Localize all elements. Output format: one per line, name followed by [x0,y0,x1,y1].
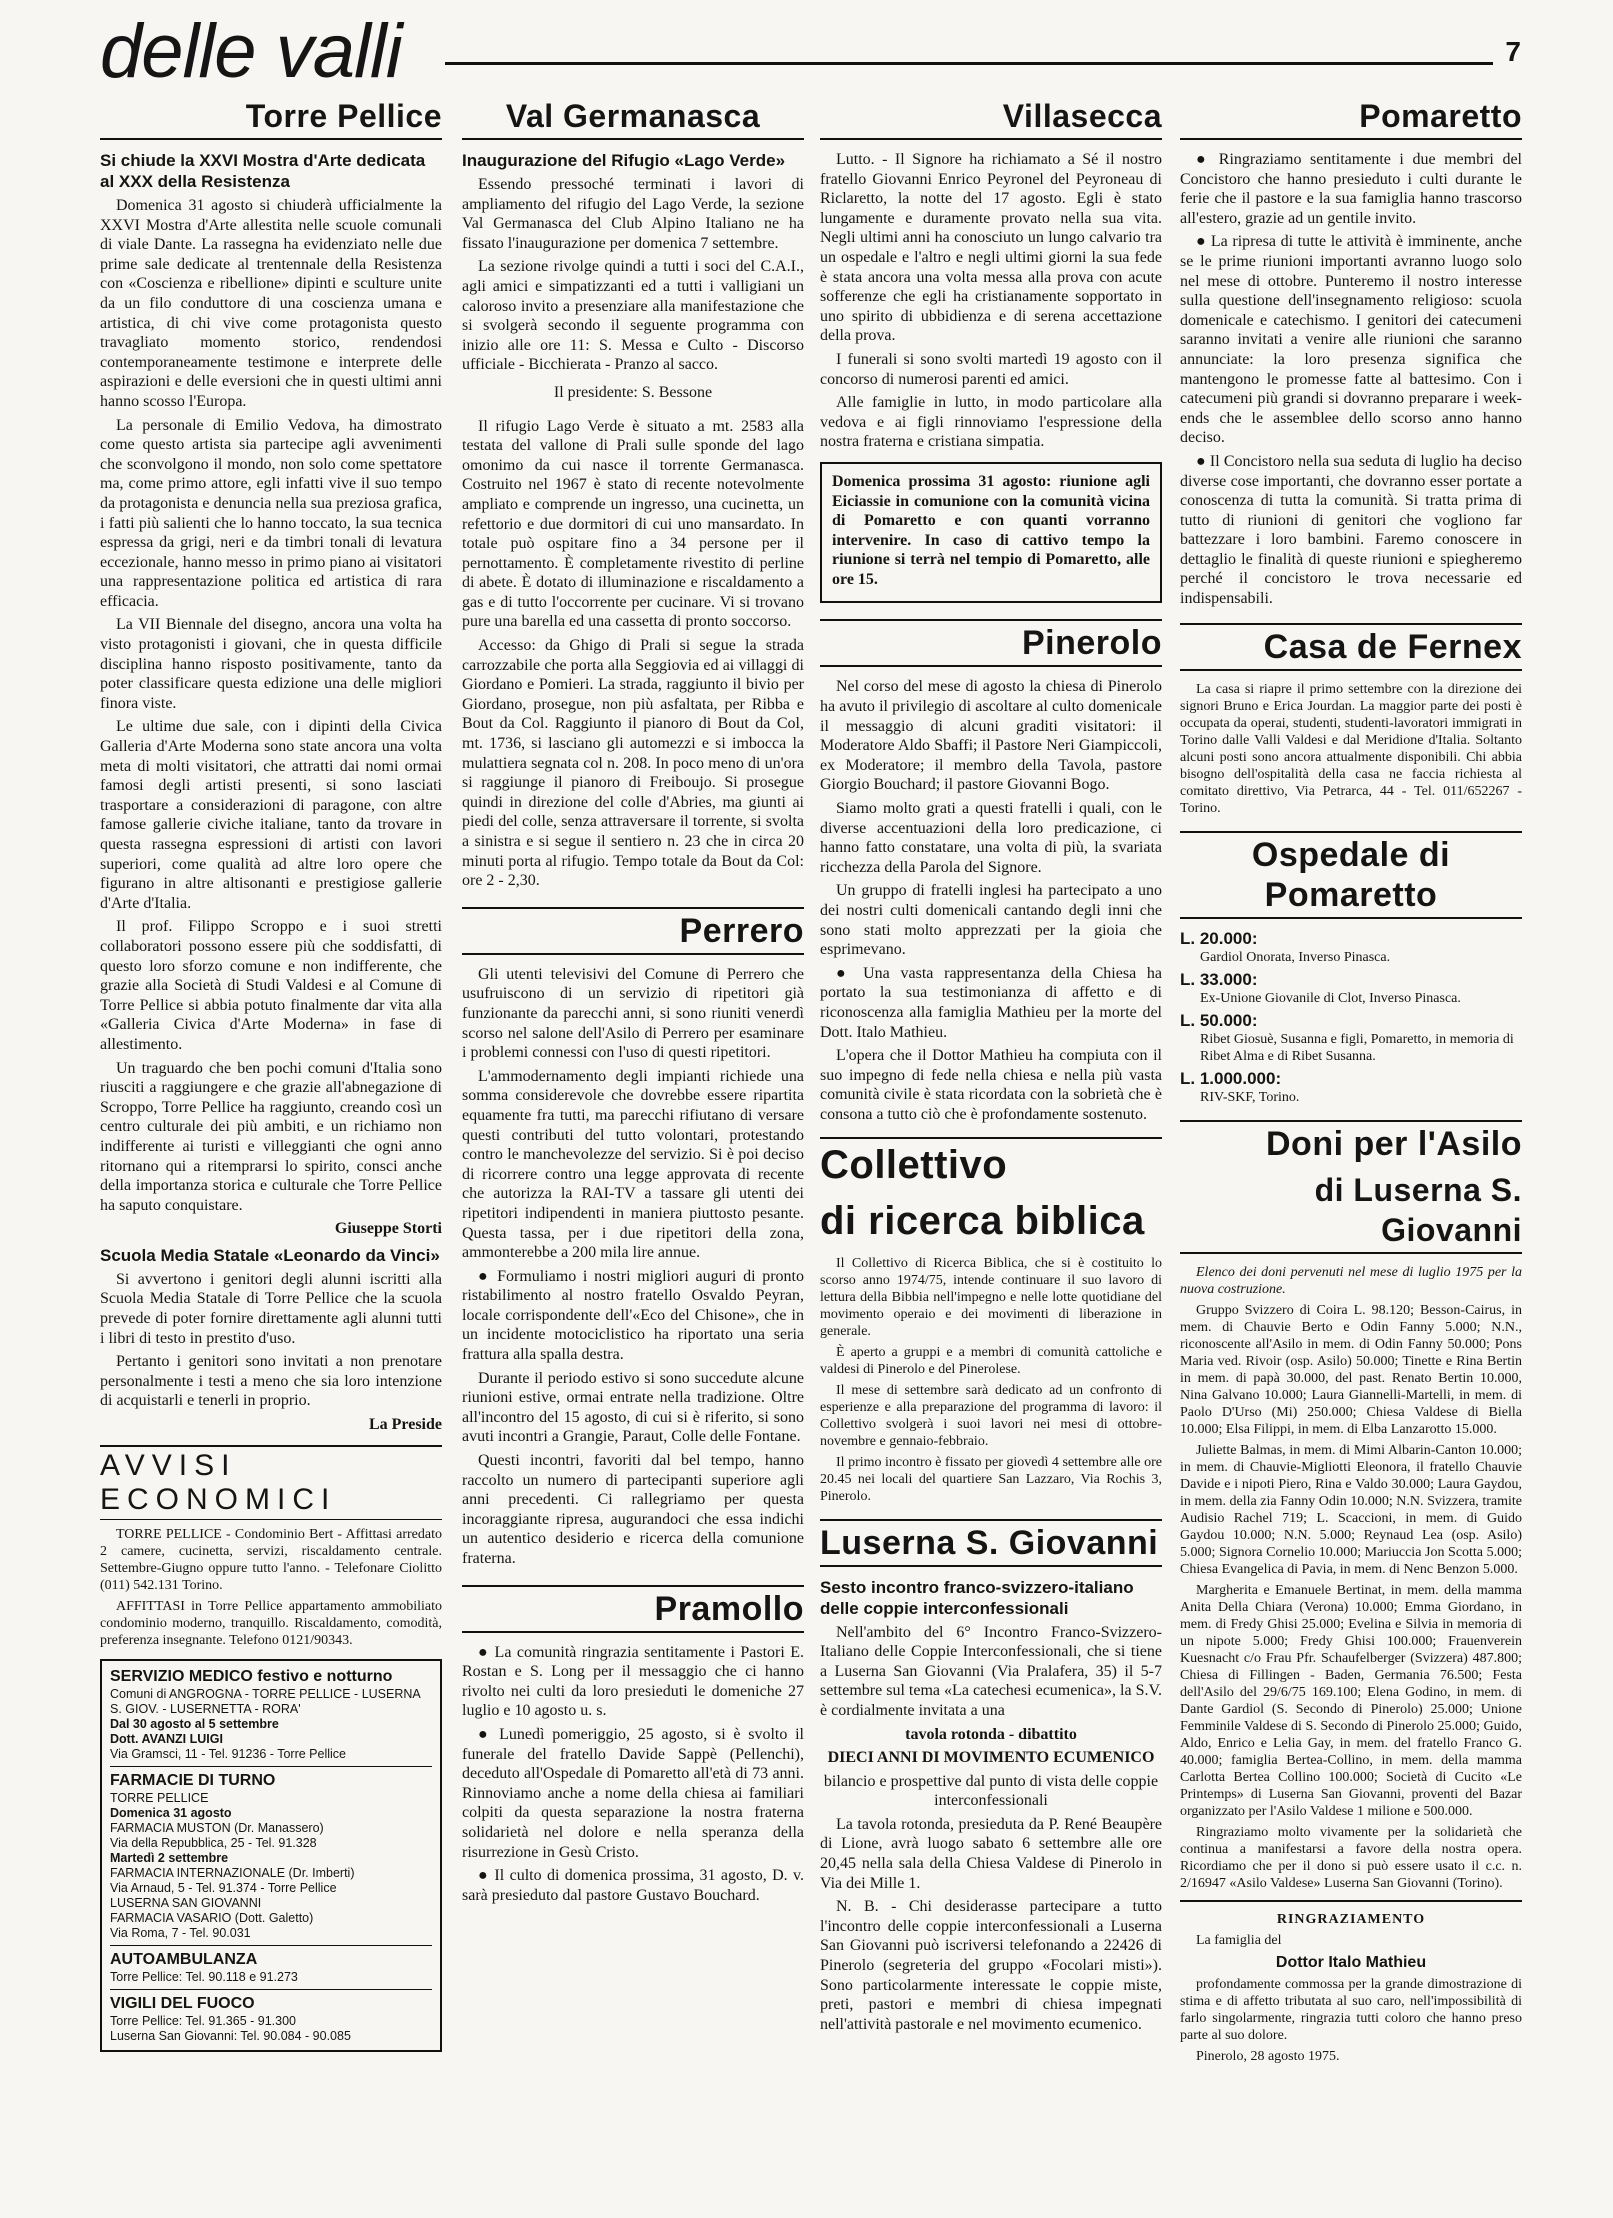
article-paragraph: N. B. - Chi desiderasse partecipare a tutto l'incontro delle coppie interconfessionali a Luserna San Giovanni può iscriversi telefonando a 22426 di Pinerolo (segreteria del gruppo «Focolari misti»). Sono particolarmente interessate le coppie miste, preti, pastori e membri di chiesa impegnati nell'attività pastorale e nel movimento ecumenico. [820,1898,1162,2033]
donation-amount: L. 1.000.000: [1180,1068,1282,1088]
article-paragraph: Il prof. Filippo Scroppo e i suoi stretti collaboratori possono essere più che soddisfatti, di questo loro sforzo comune e non indifferente, che grazie alla Società di Studi Valdesi e al Comune di Torre Pellice si abbia potuto finalmente dar vita alla «Galleria Civica d'Arte Moderna» in fase di allestimento. [100,918,442,1053]
services-box [100,1659,442,2052]
article-signature: Giuseppe Storti [334,1220,442,1238]
article-paragraph: Domenica 31 agosto si chiuderà ufficialmente la XXVI Mostra d'Arte allestita nelle scuole comunali di viale Dante. La rassegna ha evidenziato nelle due prime sale dedicate al trentennale della Resistenza con «Coscienza e ribellione» dipinti e sculture unite da un filo conduttore di una coscienza umana e artistica, di chi vive come protagonista questo travagliato momento storico, rendendosi contemporaneamente testimone e interprete delle aspirazioni e delle eversioni che in questi ultimi anni hanno scosso l'Europa. [100,197,442,410]
services-heading: FARMACIE DI TURNO [110,1771,276,1789]
donation-amount: L. 33.000: [1180,969,1258,989]
article-paragraph: ● Il culto di domenica prossima, 31 agosto, D. v. sarà presieduto dal pastore Gustavo Bouchard. [462,1867,804,1904]
article-paragraph: Si avvertono i genitori degli alunni iscritti alla Scuola Media Statale di Torre Pellice che la scuola prevede di poter fornire direttamente agli alunni tutti i libri di testo in prestito d'uso. [100,1270,442,1347]
services-line: LUSERNA SAN GIOVANNI [110,1895,262,1910]
services-line: Luserna San Giovanni: Tel. 90.084 - 90.085 [110,2028,351,2043]
article-paragraph: ● Ringraziamo sentitamente i due membri del Concistoro che hanno presieduto i culti durante le ferie che il pastore e la sua famiglia hanno trascorso all'estero, grazie ad un gentile invito. [1180,151,1522,227]
services-line: Torre Pellice: Tel. 91.365 - 91.300 [110,2013,296,2028]
article-paragraph: ● Il Concistoro nella sua seduta di luglio ha deciso diverse cose importanti, che dovranno esser portate a conoscenza di tutta la comunità. Si tratta prima di tutto di riunioni di genitori che vogliono far battezzare i loro bambini. Faremo conoscere in dettaglio le finalità di queste riunioni e spiegheremo perché il concistoro le trova necessarie ed indispensabili. [1180,452,1522,608]
services-line: Via Gramsci, 11 - Tel. 91236 - Torre Pellice [110,1746,346,1761]
section-head-luserna: Luserna S. Giovanni [820,1519,1162,1567]
article-paragraph: Gli utenti televisivi del Comune di Perrero che usufruiscono di un servizio di ripetitori già funzionante da parecchi anni, si sono riuniti venerdì scorso nel salone dell'Asilo di Perrero per esaminare i problemi connessi con l'uso di questi ripetitori. [462,965,804,1062]
services-line: Via Roma, 7 - Tel. 90.031 [110,1925,251,1940]
column-4 [1180,92,1522,2069]
section-head-pramollo: Pramollo [462,1585,804,1633]
article-paragraph: Nel corso del mese di agosto la chiesa di Pinerolo ha avuto il privilegio di ascoltare al culto domenicale il messaggio di alcuni graditi visitatori: il Moderatore Aldo Sbaffi; il Pastore Neri Giampiccoli, ex Moderatore; il membro della Tavola, pastore Giorgio Bouchard; il pastore Giovanni Bogo. [820,678,1162,794]
section-head-doni-asilo: Doni per l'Asilo [1180,1120,1522,1166]
services-heading: SERVIZIO MEDICO festivo e notturno [110,1667,393,1685]
article-paragraph: Un gruppo di fratelli inglesi ha partecipato a uno dei nostri culti domenicali cantando degli inni che sono stati molto apprezzati per la gioia che esprimevano. [820,882,1162,959]
article-paragraph: Essendo pressoché terminati i lavori di ampliamento del rifugio del Lago Verde, la sezione Val Germanasca del Club Alpino Italiano ne ha fissato l'inaugurazione per domenica 7 settembre. [462,176,804,252]
article-paragraph: ● Lunedì pomeriggio, 25 agosto, si è svolto il funerale del fratello Davide Sappè (Pellenchi), deceduto all'Ospedale di Pomaretto all'età di 73 anni. Rinnoviamo anche a nome della chiesa ai familiari colpiti da questa separazione la nostra fraterna solidarietà nel dolore e nella speranza della risurrezione in Gesù Cristo. [462,1725,804,1861]
donation-amount: L. 50.000: [1180,1010,1258,1030]
article-paragraph: Pertanto i genitori sono invitati a non prenotare personalmente i testi a meno che sia loro intenzione di acquistarli e tenerli in proprio. [100,1353,442,1410]
section-head-villasecca: Villasecca [820,96,1162,140]
services-line: Dal 30 agosto al 5 settembre [110,1716,279,1731]
donation-note: Ribet Giosuè, Susanna e figli, Pomaretto, in memoria di Ribet Alma e di Ribet Susanna. [1200,1031,1514,1064]
divider [820,1137,1162,1139]
column-2 [462,92,804,1909]
section-head-torre-pellice: Torre Pellice [100,96,442,140]
page-number: 7 [1505,36,1521,67]
article-paragraph: La VII Biennale del disegno, ancora una volta ha visto protagonisti i giovani, che in questa difficile disciplina hanno risposto positivamente, tanto da poter classificare questa edizione una delle migliori finora viste. [100,616,442,712]
article-signature: La Preside [368,1416,442,1434]
section-head-collettivo: Collettivo [820,1142,1008,1187]
section-head-val-germanasca: Val Germanasca [462,96,804,140]
avvisi-economici-head: AVVISI ECONOMICI [100,1445,442,1520]
article-paragraph: Questi incontri, favoriti dal bel tempo, hanno raccolto un numero di partecipanti superiore agli anni precedenti. Ci rallegriamo per questa incoraggiante ripresa, augurandoci che essa indichi un autentico desiderio e ricerca della comunione fraterna. [462,1452,804,1567]
donation-note: Ex-Unione Giovanile di Clot, Inverso Pinasca. [1200,990,1461,1006]
services-line: FARMACIA MUSTON (Dr. Manassero) [110,1820,324,1835]
article-signature: Il presidente: S. Bessone [553,383,713,401]
article-paragraph: Accesso: da Ghigo di Prali si segue la strada carrozzabile che porta alla Seggiovia ed ai villaggi di Giordano e Pomieri. La strada, raggiunto il bivio per Giordano, prosegue, non più asfaltata, per Ribba e Bout da Col. Raggiunto il pianoro di Bout da Col, mt. 1736, si lasciano gli automezzi e si imbocca la mulattiera segnata col n. 208. In poco meno di un'ora si raggiunge il pianoro di Freiboujo. Si prosegue quindi in direzione del colle d'Abries, ma giunti ai piedi del colle, senza attraversare il torrente, si svolta a sinistra e si segue il sentiero n. 23 che in circa 20 minuti porta al rifugio. Tempo totale da Bout da Col: ore 2 - 2,30. [462,637,804,890]
section-head-collettivo-sub: di ricerca biblica [820,1198,1145,1243]
column-3 [820,92,1162,2038]
services-heading: AUTOAMBULANZA [110,1950,258,1968]
article-title-mostra-arte: Si chiude la XXVI Mostra d'Arte dedicata al XXX della Resistenza [100,151,426,191]
donation-list: Gruppo Svizzero di Coira L. 98.120; Besson-Cairus, in mem. di Chauvie Berto e Odin Fanny 5.000; N.N., riconoscente all'Asilo in mem. di Odin Fanny 50.000; Pons Maria ved. Rivoir (osp. Asilo) 50.000; Tinette e Rina Bertin in mem. di papà 30.000, del past. Renato Bertin 10.000, Nina Galvano 10.000; Laura Giannelli-Martelli, in mem. di Paolo D'Urso (Mi) 250.000; Chiesa Valdese di Biella 10.000; Elsa Filippi, in mem. di Elba Lanzarotto 15.000. [1180,1302,1522,1437]
article-paragraph: I funerali si sono svolti martedì 19 agosto con il concorso di numerosi parenti ed amici. [820,350,1162,388]
ringraziamento-head: RINGRAZIAMENTO [1276,1911,1426,1927]
classified-ad: TORRE PELLICE - Condominio Bert - Affittasi arredato 2 camere, cucinetta, servizi, riscaldamento centrale. Settembre-Giugno oppure tutto l'anno. - Telefonare Ciolitto (011) 542.131 Torino. [100,1526,442,1593]
masthead-rule [445,62,1493,65]
divider [110,1945,432,1946]
donation-list: Ringraziamo molto vivamente per la solidarietà che continua a manifestarsi a favore della nostra opera. Ricordiamo che per il dono si può essere usato il c.c. n. 2/16947 «Asilo Valdese» Luserna San Giovanni (Torino). [1180,1824,1522,1891]
donation-amount: L. 20.000: [1180,928,1258,948]
article-paragraph: La personale di Emilio Vedova, ha dimostrato come questo artista sia partecipe agli avvenimenti che sconvolgono il mondo, non solo come spettatore ma, come primo attore, egli infatti vive il suo tempo da protagonista e denuncia nella sua preziosa grafica, i fatti più salienti che lo hanno toccato, la sua tecnica espressa da grigi, neri e da timbri tonali di levatura eccezionale, hanno messo in primo piano ai visitatori una rappresentazione politica ed artistica di rara efficacia. [100,416,442,610]
article-title-rifugio: Inaugurazione del Rifugio «Lago Verde» [462,151,786,170]
article-paragraph: ● La ripresa di tutte le attività è imminente, anche se le prime riunioni importanti avranno luogo solo nel mese di ottobre. Punteremo il nostro interesse sulla questione dell'insegnamento religioso: scuola domenicale e catechismo. I genitori dei catecumeni saranno invitati a venire alle riunioni che saranno annunciate: la loro presenza significa che mantengono le promesse fatte al battesimo. Con i catecumeni più grandi si dovranno preparare i week-ends che le assemblee dello scorso anno hanno deciso. [1180,233,1522,447]
ringraziamento-text: profondamente commossa per la grande dimostrazione di stima e di affetto tributata al suo caro, nell'impossibilità di farlo singolarmente, ringrazia tutti coloro che hanno preso parte al suo dolore. [1180,1977,1522,2044]
divider [110,1989,432,1990]
article-paragraph: Durante il periodo estivo si sono succedute alcune riunioni estive, ormai entrate nella tradizione. Oltre all'incontro del 15 agosto, di cui si è riferito, si sono avuti incontri a Grangie, Paraut, Colle delle Fontane. [462,1369,804,1446]
services-heading: VIGILI DEL FUOCO [110,1994,255,2012]
article-paragraph: Alle famiglie in lutto, in modo particolare alla vedova e ai figli rinnoviamo l'espressione della nostra fraterna e cristiana simpatia. [820,394,1162,451]
notice-text: Domenica prossima 31 agosto: riunione agli Eiciassie in comunione con la comunità vicina di Pomaretto e con quanti vorranno intervenire. In caso di cattivo tempo la riunione si terrà nel tempio di Pomaretto, alle ore 15. [832,472,1150,588]
article-paragraph: La sezione rivolge quindi a tutti i soci del C.A.I., agli amici e simpatizzanti ed a tutti i valligiani un caloroso invito a presenziare alla manifestazione che si svolgerà secondo il seguente programma con inizio alle ore 11: S. Messa e Culto - Discorso ufficiale - Bicchierata - Pranzo al sacco. [462,258,804,374]
article-intro: Elenco dei doni pervenuti nel mese di luglio 1975 per la nuova costruzione. [1180,1264,1522,1297]
services-line: Via Arnaud, 5 - Tel. 91.374 - Torre Pellice [110,1880,337,1895]
services-line: Via della Repubblica, 25 - Tel. 91.328 [110,1835,317,1850]
donation-list: Margherita e Emanuele Bertinat, in mem. della mamma Anita Della Chiara (Verona) 10.000; Emma Giordano, in mem. di Fredy Ghisi 25.000; Evelina e Silvia in memoria di un nipote 5.000; Fredy Ghisi 100.000; Frauenverein Kuesnacht c/o Frau Pfr. Schaufelberger (Svizzera) 487.800; Chiesa di Fillingen - Baden, Germania 76.500; Festa dell'Asilo del 29/6/75 169.100; Elena Godino, in mem. di Dante Gardiol (S. Secondo di Pinerolo) 25.000; Unione Femminile Valdese di S. Secondo di Pinerolo 25.000; Guido, Aldo, Enrico e Lelia Gay, in mem. del fratello Franco G. 40.000; famiglia Bertea-Collino, in mem. della mamma Carlotta Bertea Collino 100.000; Società di Cucito «Le Printemps» di Luserna San Giovanni, proventi del Bazar organizzato per l'Asilo Valdese 1 milione e 500.000. [1180,1582,1522,1819]
services-line: Domenica 31 agosto [110,1805,232,1820]
ringraziamento-name: Dottor Italo Mathieu [1275,1953,1427,1971]
article-paragraph: Siamo molto grati a questi fratelli i quali, con le diverse accentuazioni della loro predicazione, ci hanno fatto constatare, una volta di più, la svariata ricchezza della Parola del Signore. [820,800,1162,876]
article-paragraph: Le ultime due sale, con i dipinti della Civica Galleria d'Arte Moderna sono state ancora una volta meta di molti visitatori, che attratti dai nomi ormai famosi degli artisti presenti, si sono lasciati trasportare a considerazioni di paragone, con altre famose gallerie civiche italiane, tanto da trovare in questa rassegna espressioni di artisti con lavori superiori, come qualità ad altre loro opere che figurano in altre altisonanti e prestigiose gallerie d'Arte d'Italia. [100,718,442,912]
divider [1180,1900,1522,1902]
article-paragraph: Il rifugio Lago Verde è situato a mt. 2583 alla testata del vallone di Prali sulle sponde del lago omonimo da cui nasce il torrente Germanasca. Costruito nel 1967 è stato di recente notevolmente ampliato e comprende un ingresso, una cucinetta, un refettorio e due dormitori di cui uno mansardato. In totale può ospitare fino a 34 persone per il pernottamento. È completamente rivestito di perline di abete. È dotato di illuminazione e riscaldamento a gas e di tutto l'occorrente per cucinare. Vi si trovano pure una barella ed una cassetta di pronto soccorso. [462,417,804,631]
article-paragraph: Un traguardo che ben pochi comuni d'Italia sono riusciti a raggiungere e che grazie all'abnegazione di Scroppo, Torre Pellice ha raggiunto, creando così un centro culturale dei più ambiti, e un richiamo non indifferente ai turisti e villeggianti che ogni anno ritornano qui a ritemprarsi lo spirito, consci anche della importanza storica e culturale che Torre Pellice ha saputo conquistare. [100,1059,442,1214]
column-1 [100,92,442,2052]
section-head-casa-fernex: Casa de Fernex [1180,623,1522,671]
article-paragraph: Il mese di settembre sarà dedicato ad un confronto di esperienze e alla preparazione del programma di lavoro: il Collettivo svolgerà i suoi lavori nei mesi di ottobre-novembre e gennaio-febbraio. [820,1382,1162,1449]
services-line: Martedì 2 settembre [110,1850,229,1865]
article-paragraph: La tavola rotonda, presieduta da P. René Beaupère di Lione, avrà luogo sabato 6 settembre alle ore 20,45 nella sala della Chiesa Valdese di Pinerolo in Via dei Mille 1. [820,1815,1162,1892]
section-head-pinerolo: Pinerolo [820,619,1162,667]
services-line: Dott. AVANZI LUIGI [110,1731,223,1746]
section-head-doni-asilo-sub: di Luserna S. Giovanni [1180,1170,1522,1254]
services-line: FARMACIA VASARIO (Dott. Galetto) [110,1910,314,1925]
article-paragraph: Lutto. - Il Signore ha richiamato a Sé il nostro fratello Giovanni Enrico Peyronel del Peyroneau di Riclaretto, la notte del 17 agosto. Egli è stato lungamente e duramente provato nella sua vita. Negli ultimi anni ha conosciuto un lungo calvario tra un ospedale e l'altro e negli ultimi giorni la sua fede è stata ancora una volta messa alla prova con acute sofferenze che egli ha cristianamente sopportato in uno spirito di ubbidienza e di serena accettazione della prova. [820,151,1162,345]
ringraziamento-text: La famiglia del [1196,1932,1282,1948]
services-line: FARMACIA INTERNAZIONALE (Dr. Imberti) [110,1865,355,1880]
article-paragraph: ● Una vasta rappresentanza della Chiesa ha portato la sua testimonianza di affetto e di riconoscenza alla famiglia Mathieu per la morte del Dott. Italo Mathieu. [820,964,1162,1041]
article-paragraph: La casa si riapre il primo settembre con la direzione dei signori Bruno e Erica Jourdan. La maggior parte dei posti è occupata da operai, studenti, studenti-lavoratori immigrati in Torino dalle Valli Valdesi e dal Meridione d'Italia. Soltanto alcuni posti sono ancora attualmente disponibili. Chi abbia bisogno dell'ospitalità della casa ne faccia richiesta al comitato direttivo, Via Petrarca, 44 - Tel. 011/652267 - Torino. [1180,681,1522,816]
article-paragraph: È aperto a gruppi e a membri di comunità cattoliche e valdesi di Pinerolo e del Pinerolese. [820,1344,1162,1377]
article-paragraph: Il Collettivo di Ricerca Biblica, che si è costituito lo scorso anno 1974/75, intende continuare il suo lavoro di lettura della Bibbia nell'impegno e nelle lotte quotidiane del movimento operaio e dei movimenti di liberazione in generale. [820,1255,1162,1339]
article-paragraph: Nell'ambito del 6° Incontro Franco-Svizzero-Italiano delle Coppie Interconfessionali, che si tiene a Luserna San Giovanni (Via Pralafera, 35) il 5-7 settembre sul tema «La catechesi ecumenica», la S.V. è cordialmente invitata a una [820,1623,1162,1719]
masthead [0,0,1613,100]
article-paragraph: ● Formuliamo i nostri migliori auguri di pronto ristabilimento al nostro fratello Osvaldo Peyran, locale corrispondente dell'«Eco del Chisone», che in un incidente motociclistico ha riportato una seria frattura alla spalla destra. [462,1267,804,1364]
services-line: Torre Pellice: Tel. 90.118 e 91.273 [110,1969,298,1984]
donation-note: RIV-SKF, Torino. [1200,1089,1300,1105]
section-head-perrero: Perrero [462,907,804,955]
article-paragraph: L'ammodernamento degli impianti richiede una somma considerevole che dovrebbe essere ripartita equamente fra tutti, ma parecchi rifiutano di versare questi contributi del tutto volontari, protestando contro le manchevolezze del servizio. Si è poi deciso di ricorrere contro una legge approvata di recente che autorizza la RAI-TV a tassare gli utenti dei ripetitori indipendenti in maniera piuttosto pesante. Questa tassa, per i due ripetitori della zona, ammonterebbe a 200 mila lire annue. [462,1067,804,1262]
services-line: Comuni di ANGROGNA - TORRE PELLICE - LUSERNA S. GIOV. - LUSERNETTA - RORA' [110,1686,421,1716]
article-title-scuola-media: Scuola Media Statale «Leonardo da Vinci» [100,1245,440,1265]
section-head-ospedale: Ospedale di Pomaretto [1180,831,1522,919]
article-paragraph: ● La comunità ringrazia sentitamente i Pastori E. Rostan e S. Long per il messaggio che ci hanno rivolto nei culti da loro presieduti le domeniche 27 luglio e 10 agosto u. s. [462,1643,804,1720]
classified-ad: AFFITTASI in Torre Pellice appartamento ammobiliato condominio moderno, tranquillo. Riscaldamento, comodità, preferenza insegnante. Telefono 0121/90343. [100,1598,442,1648]
article-paragraph: L'opera che il Dottor Mathieu ha compiuta con il suo impegno di fede nella chiesa e nella più vasta comunità civile è stata ricordata con la sobrietà che è consona a tutto ciò che è profondamente sostenuto. [820,1047,1162,1123]
newspaper-section-title: delle valli [100,9,402,94]
services-line: TORRE PELLICE [110,1790,209,1805]
divider [110,1766,432,1767]
article-title-incontro: Sesto incontro franco-svizzero-italiano delle coppie interconfessionali [820,1577,1134,1618]
donation-note: Gardiol Onorata, Inverso Pinasca. [1200,949,1391,965]
article-paragraph: Il primo incontro è fissato per giovedì 4 settembre alle ore 20.45 nei locali del quartiere San Lazzaro, Via Rochis 3, Pinerolo. [820,1454,1162,1504]
section-head-pomaretto: Pomaretto [1180,96,1522,140]
centered-line: DIECI ANNI DI MOVIMENTO ECUMENICO [827,1749,1155,1767]
donation-list: Juliette Balmas, in mem. di Mimi Albarin-Canton 10.000; in mem. di Chauvie-Migliotti Eleonora, il fratello Chauvie Davide e i nipoti Piero, Rina e Valdo 30.000; Laura Gaydou, in mem. della zia Fanny Odin 10.000; N.N. Svizzera, tramite Audisio Rachel 719; L. Scaccioni, in mem. di Guido Gaydou 10.000; N.N. 5.000; Reynaud Lea (osp. Asilo) 5.000; Signora Cornelio 10.000; Mariuccia Jon Scotta 5.000; Chiesa Evangelica di Pavia, in mem. di Nenc Benzon 5.000. [1180,1442,1522,1577]
centered-line: bilancio e prospettive dal punto di vista delle coppie interconfessionali [823,1772,1159,1810]
notice-box [820,462,1162,604]
ringraziamento-date: Pinerolo, 28 agosto 1975. [1196,2049,1340,2065]
centered-line: tavola rotonda - dibattito [905,1725,1077,1743]
